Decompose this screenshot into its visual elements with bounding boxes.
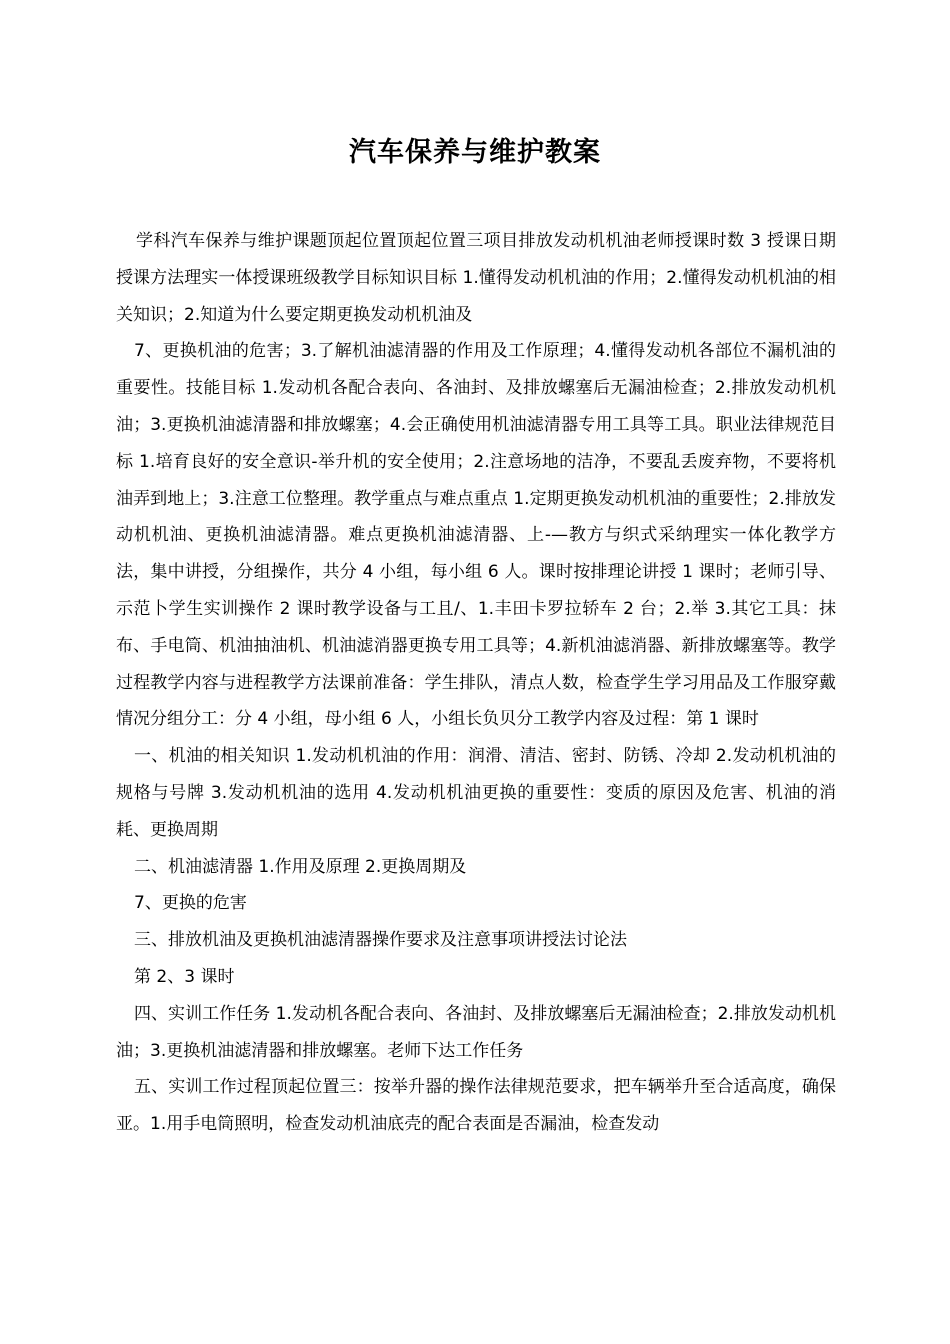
paragraph-1: 学科汽车保养与维护课题顶起位置顶起位置三项目排放发动机机油老师授课时数 3 授课日期授课方法理实一体授课班级教学目标知识目标 1.懂得发动机机油的作用；2.懂得发动机机油的相关知识；2.知道为什么要定期更换发动机机油及 (116, 231, 836, 325)
document-title: 汽车保养与维护教案 (349, 137, 601, 168)
document-body (116, 223, 836, 1143)
paragraph-8: 四、实训工作任务 1.发动机各配合表向、各油封、及排放螺塞后无漏油检查；2.排放发动机机油；3.更换机油滤清器和排放螺塞。老师下达工作任务 (116, 1003, 836, 1061)
paragraph-5: 7、更换的危害 (134, 893, 247, 914)
paragraph-6: 三、排放机油及更换机油滤清器操作要求及注意事项讲授法讨论法 (134, 930, 627, 951)
paragraph-4: 二、机油滤清器 1.作用及原理 2.更换周期及 (134, 856, 467, 877)
paragraph-7: 第 2、3 课时 (134, 966, 235, 987)
paragraph-9: 五、实训工作过程顶起位置三：按举升器的操作法律规范要求，把车辆举升至合适高度，确保亚。1.用手电筒照明，检查发动机油底壳的配合表面是否漏油，检查发动 (116, 1077, 836, 1135)
paragraph-2: 7、更换机油的危害；3.了解机油滤清器的作用及工作原理；4.懂得发动机各部位不漏机油的重要性。技能目标 1.发动机各配合表向、各油封、及排放螺塞后无漏油检查；2.排放发动机机油；3.更换机油滤清器和排放螺塞；4.会正确使用机油滤清器专用工具等工具。职业法律规范目标 1.培育良好的安全意识-举升机的安全使用；2.注意场地的洁净，不要乱丢废弃物，不要将机油弄到地上；3.注意工位整理。教学重点与难点重点 1.定期更换发动机机油的重要性；2.排放发动机机油、更换机油滤清器。难点更换机油滤清器、上-—教方与织式采纳理实一体化教学方法，集中讲授，分组操作，共分 4 小组，每小组 6 人。课时按排理论讲授 1 课时；老师引导、示范卜学生实训操作 2 课时教学设备与工且/、1.丰田卡罗拉轿车 2 台；2.举 3.其它工具：抹布、手电筒、机油抽油机、机油滤消器更换专用工具等；4.新机油滤消器、新排放螺塞等。教学过程教学内容与进程教学方法课前准备：学生排队，清点人数，检查学生学习用品及工作服穿戴情况分组分工：分 4 小组，母小组 6 人，小组长负贝分工教学内容及过程：第 1 课时 (116, 341, 836, 730)
paragraph-3: 一、机油的相关知识 1.发动机机油的作用：润滑、清洁、密封、防锈、冷却 2.发动机机油的规格与号牌 3.发动机机油的选用 4.发动机机油更换的重要性：变质的原因及危害、机油的消耗、更换周期 (116, 746, 836, 840)
